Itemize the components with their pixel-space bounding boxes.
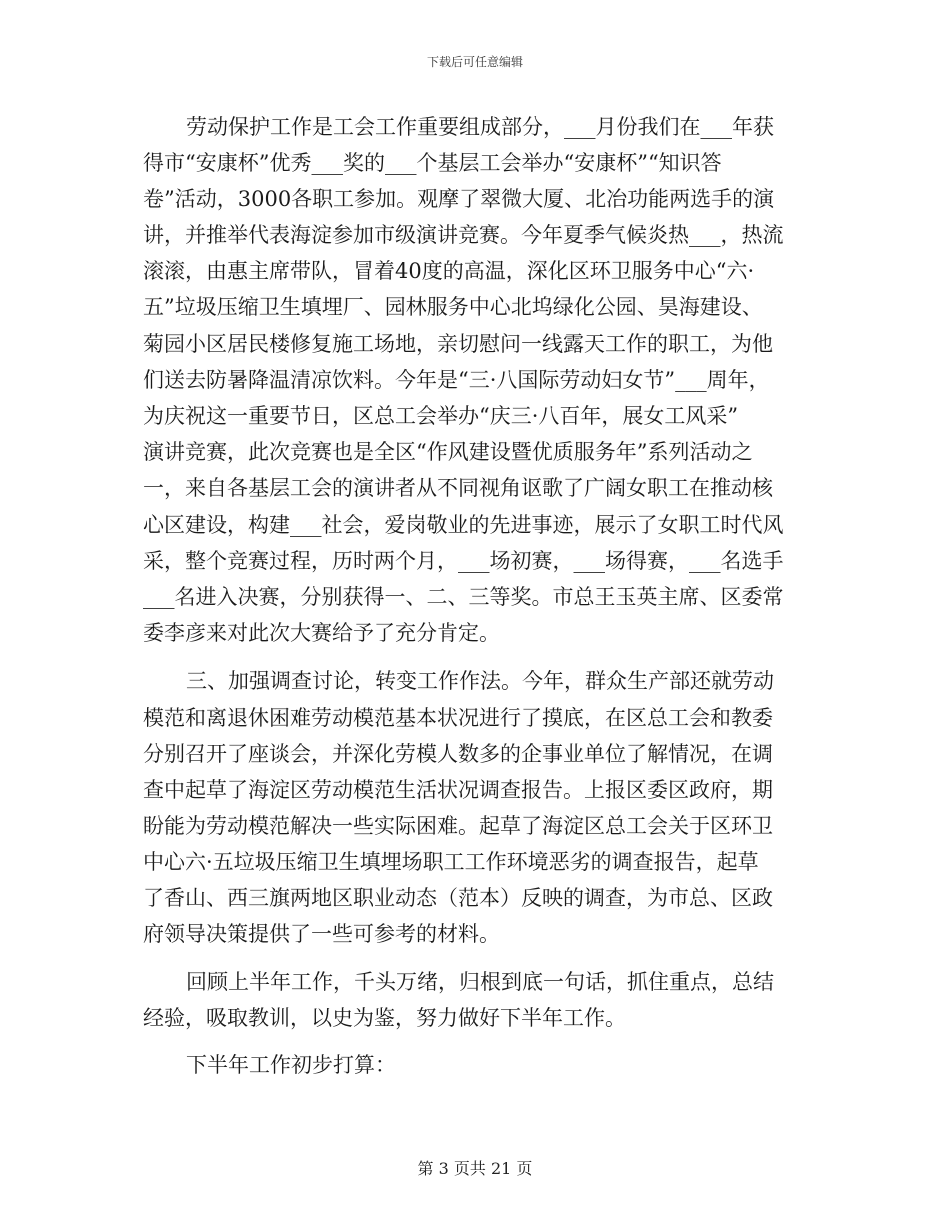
text-line: 模范和离退休困难劳动模范基本状况进行了摸底，在区总工会和教委: [143, 706, 773, 730]
text-line: 经验，吸取教训，以史为鉴，努力做好下半年工作。: [143, 1006, 626, 1030]
text-line: 讲，并推举代表海淀参加市级演讲竞赛。今年夏季气候炎热___，热流: [143, 223, 784, 247]
text-line: 卷”活动，3000各职工参加。观摩了翠微大厦、北冶功能两选手的演: [143, 187, 775, 211]
text-line: ___名进入决赛，分别获得一、二、三等奖。市总王玉英主席、区委常: [143, 585, 784, 609]
text-line: 得市“安康杯”优秀___奖的___个基层工会举办“安康杯”“知识答: [143, 151, 722, 175]
text-line: 委李彦来对此次大赛给予了充分肯定。: [143, 621, 500, 645]
text-line: 三、加强调查讨论，转变工作作法。今年，群众生产部还就劳动: [186, 669, 774, 693]
text-line: 盼能为劳动模范解决一些实际困难。起草了海淀区总工会关于区环卫: [143, 814, 773, 838]
text-line: 五”垃圾压缩卫生填埋厂、园林服务中心北坞绿化公园、昊海建设、: [143, 295, 763, 319]
text-line: 查中起草了海淀区劳动模范生活状况调查报告。上报区委区政府，期: [143, 778, 773, 802]
text-line: 回顾上半年工作，千头万绪，归根到底一句话，抓住重点，总结: [186, 970, 774, 994]
text-line: 演讲竞赛，此次竞赛也是全区“作风建设暨优质服务年”系列活动之: [143, 440, 753, 464]
text-line: 中心六·五垃圾压缩卫生填埋场职工工作环境恶劣的调查报告，起草: [143, 850, 759, 874]
text-line: 府领导决策提供了一些可参考的材料。: [143, 922, 500, 946]
text-line: 下半年工作初步打算：: [186, 1053, 396, 1077]
text-line: 们送去防暑降温清凉饮料。今年是“三·八国际劳动妇女节”___周年，: [143, 368, 770, 392]
text-line: 菊园小区居民楼修复施工场地，亲切慰问一线露天工作的职工，为他: [143, 332, 773, 356]
text-line: 采，整个竞赛过程，历时两个月，___场初赛，___场得赛，___名选手: [143, 549, 784, 573]
text-line: 一，来自各基层工会的演讲者从不同视角讴歌了广阔女职工在推动核: [143, 476, 773, 500]
page-header: 下载后可任意编辑: [426, 55, 523, 69]
text-line: 滚滚，由惠主席带队，冒着40度的高温，深化区环卫服务中心“六·: [143, 259, 755, 283]
page-number-footer: 第 3 页共 21 页: [417, 1159, 533, 1178]
text-line: 劳动保护工作是工会工作重要组成部分，___月份我们在___年获: [186, 115, 774, 139]
text-line: 为庆祝这一重要节日，区总工会举办“庆三·八百年，展女工风采”: [143, 404, 739, 428]
text-line: 了香山、西三旗两地区职业动态（范本）反映的调查，为市总、区政: [143, 886, 773, 910]
text-line: 心区建设，构建___社会，爱岗敬业的先进事迹，展示了女职工时代风: [143, 513, 784, 537]
text-line: 分别召开了座谈会，并深化劳模人数多的企事业单位了解情况，在调: [143, 742, 773, 766]
